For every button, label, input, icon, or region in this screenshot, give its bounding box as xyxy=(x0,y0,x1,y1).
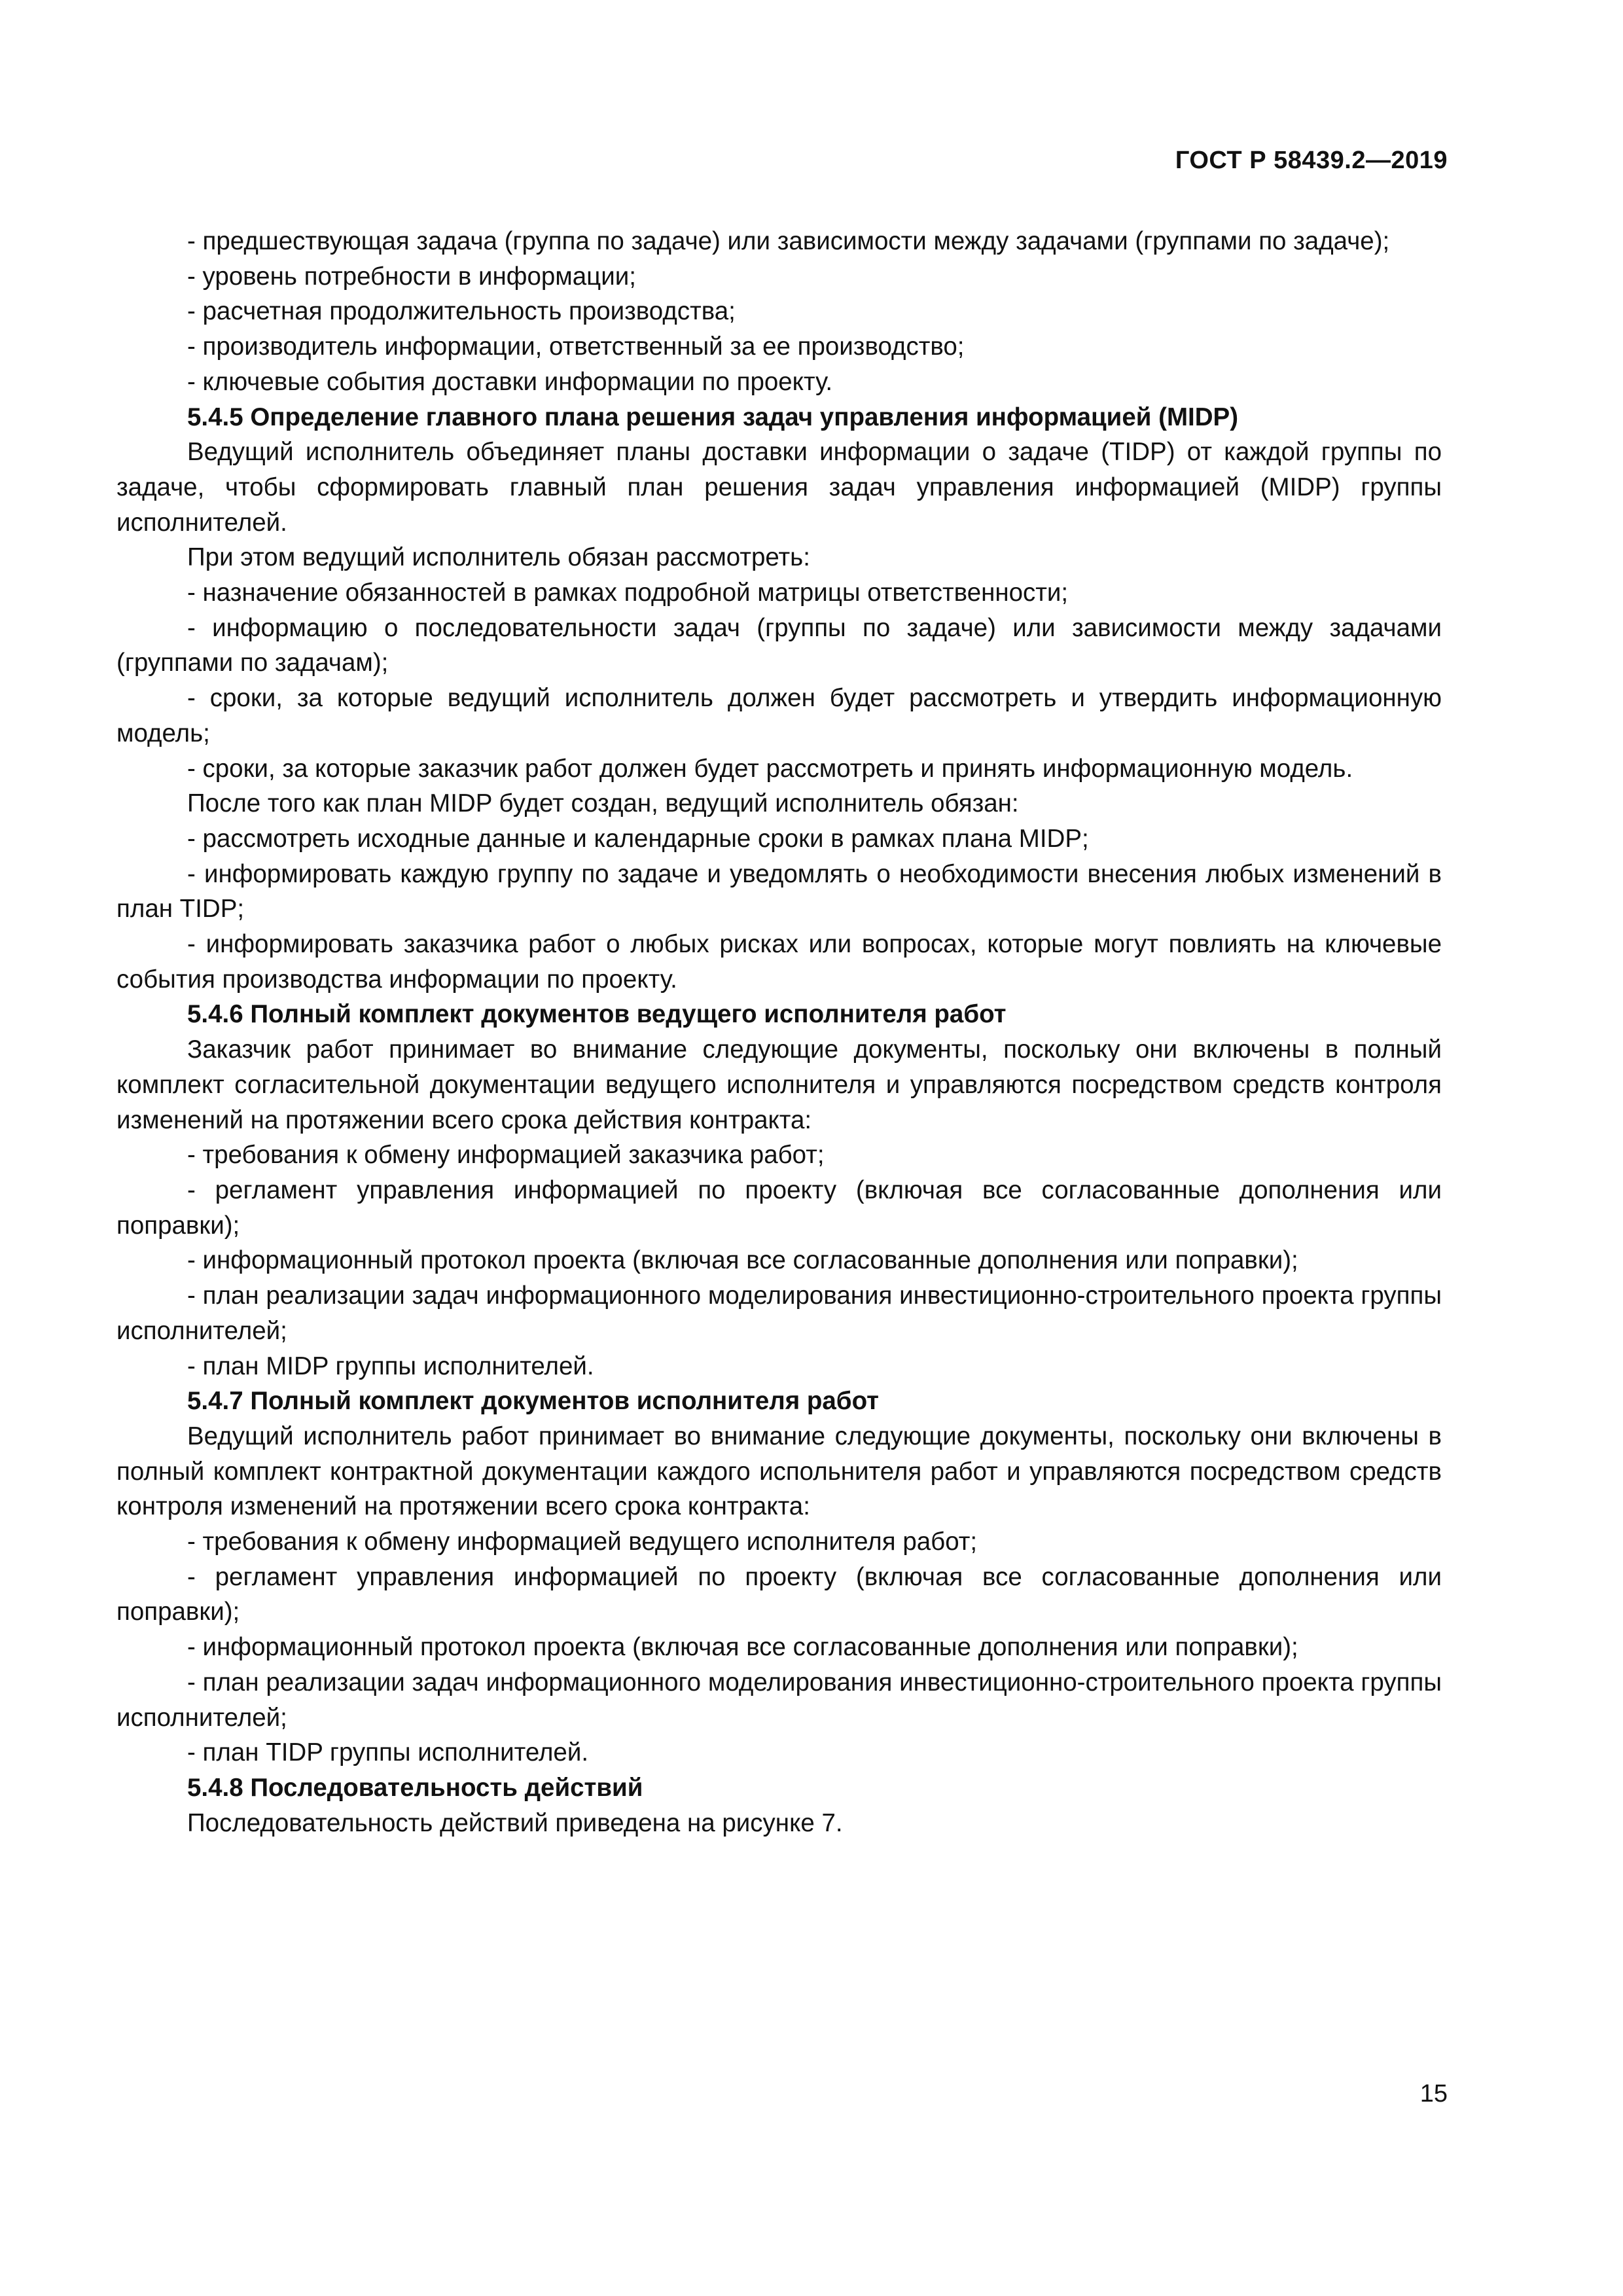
list-item: - регламент управления информацией по проекту (включая все согласованные дополнения или поправки); xyxy=(116,1175,1442,1240)
paragraph: После того как план MIDP будет создан, ведущий исполнитель обязан: xyxy=(187,789,1019,818)
list-item: - план MIDP группы исполнителей. xyxy=(187,1352,594,1380)
list-item: - назначение обязанностей в рамках подробной матрицы ответственности; xyxy=(187,579,1069,607)
paragraph: Последовательность действий приведена на рисунке 7. xyxy=(187,1808,843,1837)
list-item: - сроки, за которые ведущий исполнитель должен будет рассмотреть и утвердить информационную модель; xyxy=(116,684,1442,747)
list-item: - требования к обмену информацией ведущего исполнителя работ; xyxy=(187,1528,978,1556)
document-body xyxy=(116,224,1442,1840)
list-item: - план реализации задач информационного моделирования инвестиционно-строительного проекта группы исполнителей; xyxy=(116,1282,1442,1345)
list-item: - сроки, за которые заказчик работ должен будет рассмотреть и принять информационную модель. xyxy=(187,754,1353,783)
section-heading: 5.4.8 Последовательность действий xyxy=(187,1773,643,1802)
list-item: - информировать каждую группу по задаче и уведомлять о необходимости внесения любых изменений в план TIDP; xyxy=(116,859,1442,924)
paragraph: При этом ведущий исполнитель обязан рассмотреть: xyxy=(187,543,810,572)
list-item: - уровень потребности в информации; xyxy=(187,262,636,291)
paragraph: Ведущий исполнитель объединяет планы доставки информации о задаче (TIDP) от каждой группы по задаче, чтобы сформировать главный план решения задач управления информацией (MIDP) группы исполнителей. xyxy=(116,438,1442,537)
paragraph: Ведущий исполнитель работ принимает во внимание следующие документы, поскольку они включены в полный комплект контрактной документации каждого испольнителя работ и управляются посредством средств контроля изменений на протяжении всего срока контракта: xyxy=(116,1422,1442,1521)
list-item: - информационный протокол проекта (включая все согласованные дополнения или поправки); xyxy=(187,1633,1298,1662)
section-heading: 5.4.7 Полный комплект документов исполнителя работ xyxy=(187,1387,879,1416)
list-item: - информационный протокол проекта (включая все согласованные дополнения или поправки); xyxy=(187,1246,1298,1275)
list-item: - предшествующая задача (группа по задаче) или зависимости между задачами (группами по задаче); xyxy=(187,227,1390,255)
list-item: - план TIDP группы исполнителей. xyxy=(187,1738,589,1767)
list-item: - производитель информации, ответственный за ее производство; xyxy=(187,332,965,361)
page-number: 15 xyxy=(1419,2080,1448,2108)
list-item: - требования к обмену информацией заказчика работ; xyxy=(187,1141,825,1170)
document-code: ГОСТ Р 58439.2—2019 xyxy=(1175,147,1448,174)
list-item: - расчетная продолжительность производства; xyxy=(187,297,736,326)
list-item: - план реализации задач информационного моделирования инвестиционно-строительного проекта группы исполнителей; xyxy=(116,1668,1442,1732)
list-item: - информацию о последовательности задач (группы по задаче) или зависимости между задачами (группами по задачам); xyxy=(116,613,1442,677)
paragraph: Заказчик работ принимает во внимание следующие документы, поскольку они включены в полный комплект согласительной документации ведущего исполнителя и управляются посредством средств контроля изменений на протяжении всего срока действия контракта: xyxy=(116,1035,1442,1134)
list-item: - рассмотреть исходные данные и календарные сроки в рамках плана MIDP; xyxy=(187,824,1089,853)
section-heading: 5.4.6 Полный комплект документов ведущего исполнителя работ xyxy=(187,1000,1007,1029)
list-item: - информировать заказчика работ о любых рисках или вопросах, которые могут повлиять на ключевые события производства информации по проекту. xyxy=(116,930,1442,994)
section-heading: 5.4.5 Определение главного плана решения задач управления информацией (MIDP) xyxy=(187,403,1239,431)
list-item: - регламент управления информацией по проекту (включая все согласованные дополнения или поправки); xyxy=(116,1562,1442,1626)
list-item: - ключевые события доставки информации по проекту. xyxy=(187,367,833,396)
